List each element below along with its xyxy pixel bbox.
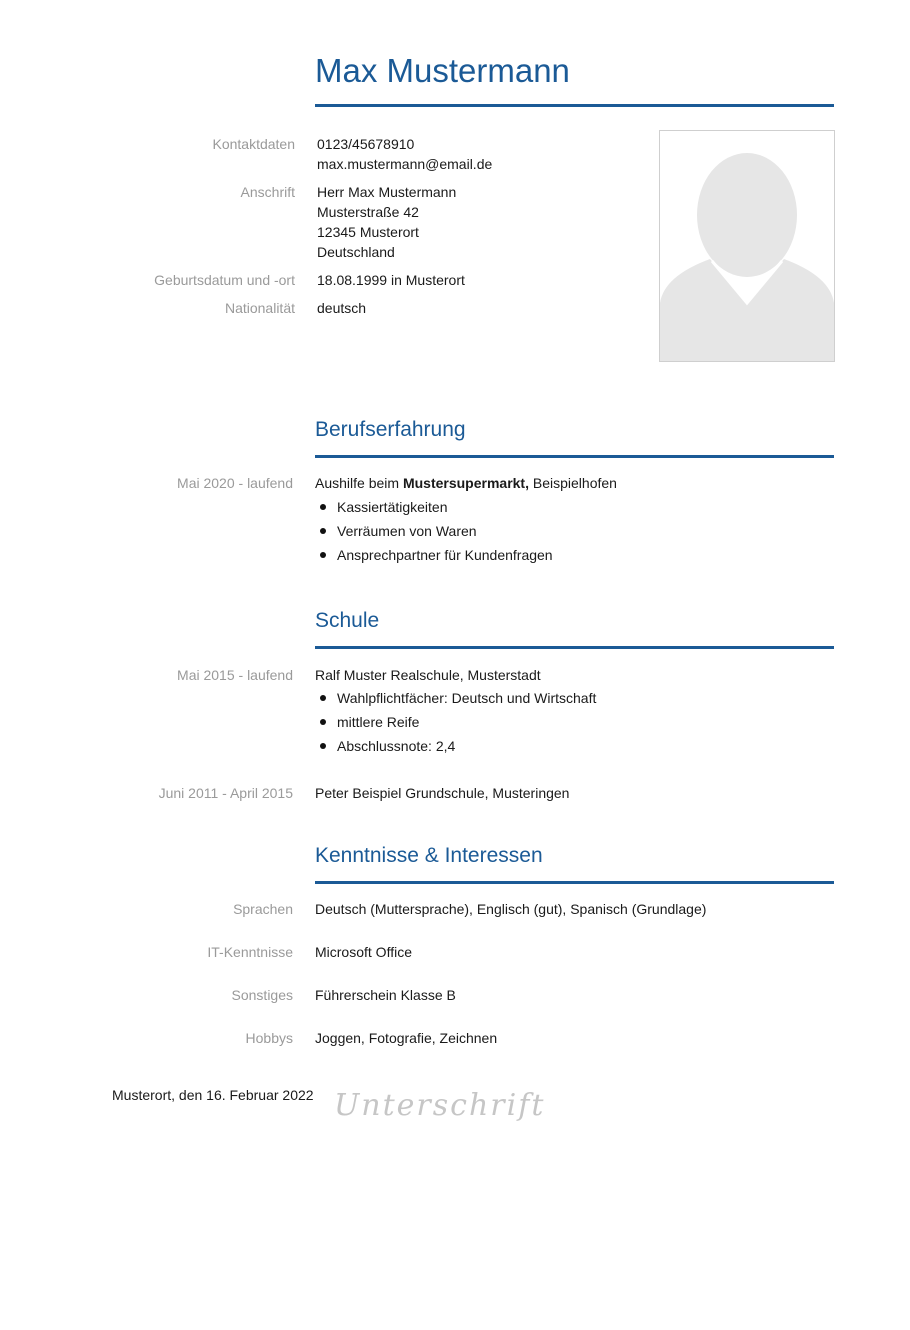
skill-value: Führerschein Klasse B [315, 987, 456, 1003]
signature: Unterschrift [334, 1088, 546, 1123]
skill-label: Sprachen [233, 901, 293, 917]
label-anschrift: Anschrift [240, 184, 295, 200]
work-position [315, 473, 617, 493]
section-rule [315, 455, 834, 458]
school-name: Ralf Muster Realschule, Musterstadt [315, 667, 541, 683]
label-geburtsdatum: Geburtsdatum und -ort [154, 272, 295, 288]
cv-name: Max Mustermann [315, 52, 570, 89]
birth-value: 18.08.1999 in Musterort [317, 272, 465, 288]
list-item: Ansprechpartner für Kundenfragen [315, 543, 553, 567]
address-line: Herr Max Mustermann [317, 184, 457, 200]
work-company: Mustersupermarkt, [402, 475, 529, 491]
work-date: Mai 2020 - laufend [177, 475, 293, 491]
skill-label: Hobbys [245, 1030, 293, 1046]
address-line: Deutschland [317, 244, 395, 260]
list-item: Verräumen von Waren [315, 519, 553, 543]
label-nationalitaet: Nationalität [224, 300, 295, 316]
section-title-skills: Kenntnisse & Interessen [315, 844, 543, 867]
list-item: mittlere Reife [315, 710, 596, 734]
school-name: Peter Beispiel Grundschule, Musteringen [315, 785, 570, 801]
phone-value: 0123/45678910 [317, 136, 415, 152]
section-rule [315, 881, 834, 884]
section-title-work: Berufserfahrung [315, 418, 466, 441]
section-title-school: Schule [315, 609, 380, 632]
skill-value: Joggen, Fotografie, Zeichnen [315, 1030, 498, 1046]
school-date: Juni 2011 - April 2015 [158, 785, 293, 801]
label-kontaktdaten: Kontaktdaten [212, 136, 295, 152]
profile-photo-placeholder [659, 130, 835, 362]
nationality-value: deutsch [317, 300, 367, 316]
school-date: Mai 2015 - laufend [177, 667, 293, 683]
skill-value: Microsoft Office [315, 944, 412, 960]
skill-label: Sonstiges [231, 987, 293, 1003]
address-line: 12345 Musterort [317, 224, 419, 240]
skill-value: Deutsch (Muttersprache), Englisch (gut), Spanisch (Grundlage) [315, 901, 707, 917]
email-value: max.mustermann@email.de [317, 156, 493, 172]
work-position-prefix: Aushilfe beim [315, 475, 403, 491]
work-location: Beispielhofen [528, 475, 617, 491]
address-line: Musterstraße 42 [317, 204, 419, 220]
work-task-list [315, 495, 553, 567]
skill-label: IT-Kenntnisse [207, 944, 293, 960]
section-rule [315, 646, 834, 649]
list-item: Abschlussnote: 2,4 [315, 734, 596, 758]
place-date: Musterort, den 16. Februar 2022 [112, 1087, 314, 1103]
list-item: Kassiertätigkeiten [315, 495, 553, 519]
name-underline [315, 104, 834, 107]
school-detail-list [315, 686, 596, 758]
person-silhouette-icon [660, 131, 834, 361]
list-item: Wahlpflichtfächer: Deutsch und Wirtschaft [315, 686, 596, 710]
